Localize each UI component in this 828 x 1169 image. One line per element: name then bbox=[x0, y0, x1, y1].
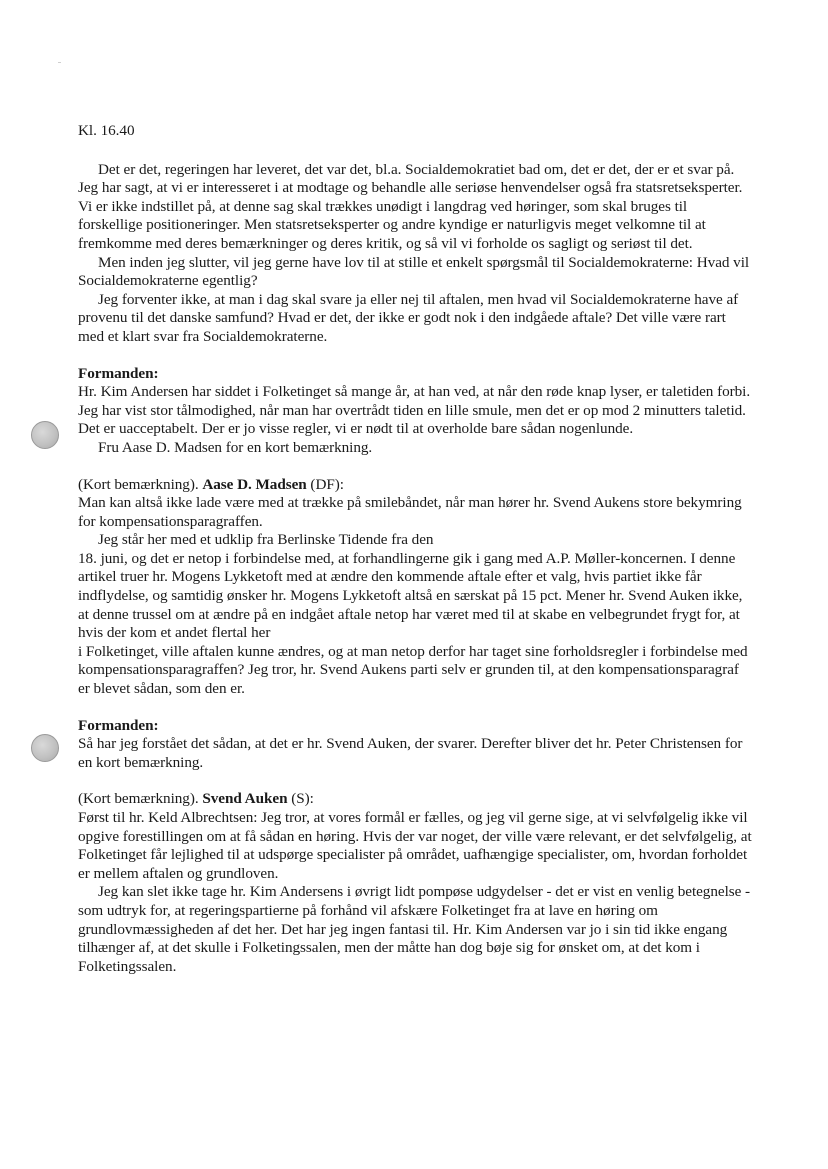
speaker-line bbox=[78, 790, 754, 809]
remark-prefix: (Kort bemærkning). bbox=[78, 790, 203, 808]
section-gap bbox=[78, 458, 754, 476]
paragraph: Jeg forventer ikke, at man i dag skal svare ja eller nej til aftalen, men hvad vil Socialdemokraterne have af provenu til det danske samfund? Hvad er det, der ikke er godt nok i den indgåede aftale? Det ville være rart med et klart svar fra Socialdemokraterne. bbox=[78, 290, 739, 345]
speaker-party: (S): bbox=[287, 790, 314, 808]
paragraph: Hr. Kim Andersen har siddet i Folketinget så mange år, at han ved, at når den røde knap lyser, er taletiden forbi. Jeg har vist stor tålmodighed, når man har overtrådt tiden en lille smule, men det er op mod 2 minutters taletid. Det er uacceptabelt. Der er jo visse regler, vi er nødt til at overholde bare sådan nogenlunde. bbox=[78, 383, 751, 438]
paragraph: Først til hr. Keld Albrechtsen: Jeg tror, at vores formål er fælles, og jeg vil gerne sige, at vi selvfølgelig ikke vil opgive forestillingen om at få sådan en høring. Hvis der var noget, der ville være relevant, er det selvfølgelig, at Folketinget får lejlighed til at udspørge specialister på området, uafhængige specialister, om, hvordan forholdet er mellem aftalen og grundloven. bbox=[78, 809, 752, 882]
punch-hole-top bbox=[31, 421, 59, 449]
speaker-name: Svend Auken bbox=[202, 790, 288, 808]
speaker-heading: Formanden: bbox=[78, 716, 159, 734]
speaker-line bbox=[78, 476, 754, 495]
paragraph: Det er det, regeringen har leveret, det var det, bl.a. Socialdemokratiet bad om, det er det, der er et svar på. Jeg har sagt, at vi er interesseret i at modtage og behandle alle seriøse henvendelser også fra statsretseksperter. Vi er ikke indstillet på, at denne sag skal trækkes unødigt i langdrag ved høringer, som skal bruges til forskellige positioneringer. Men statsretseksperter og andre kyndige er naturligvis meget velkomne til at fremkomme med deres bemærkninger og deres kritik, og så vil vi forholde os sagligt og seriøst til det. bbox=[78, 160, 743, 252]
paragraph: Fru Aase D. Madsen for en kort bemærkning. bbox=[98, 438, 373, 456]
paragraph: Så har jeg forstået det sådan, at det er hr. Svend Auken, der svarer. Derefter bliver det hr. Peter Christensen for en kort bemærkning. bbox=[78, 735, 743, 771]
paragraph: 18. juni, og det er netop i forbindelse med, at forhandlingerne gik i gang med A.P. Møller-koncernen. I denne artikel truer hr. Mogens Lykketoft med at ændre den kommende aftale efter et valg, hvis partiet ikke får indflydelse, og samtidig ønsker hr. Mogens Lykketoft altså en særskat på 15 pct. Mener hr. Svend Auken ikke, at denne trussel om at ændre på en indgået aftale netop har været med til at skabe en velbegrundet frygt for, at hvis der kom et andet flertal her bbox=[78, 549, 743, 642]
remark-prefix: (Kort bemærkning). bbox=[78, 475, 203, 493]
section-gap bbox=[78, 699, 754, 717]
transcript-body bbox=[78, 122, 754, 976]
paragraph: i Folketinget, ville aftalen kunne ændres, og at man netop derfor har taget sine forholdsregler i forbindelse med kompensationsparagraffen? Jeg tror, hr. Svend Aukens parti selv er grunden til, at den kompensationsparagraf er blevet sådan, som den er. bbox=[78, 642, 748, 698]
paragraph: Jeg står her med et udklip fra Berlinske Tidende fra den bbox=[98, 531, 434, 549]
paragraph: Man kan altså ikke lade være med at trække på smilebåndet, når man hører hr. Svend Aukens store bekymring for kompensationsparagraffen. bbox=[78, 494, 742, 530]
punch-hole-bottom bbox=[31, 734, 59, 762]
paragraph: Men inden jeg slutter, vil jeg gerne have lov til at stille et enkelt spørgsmål til Socialdemokraterne: Hvad vil Socialdemokraterne egentlig? bbox=[78, 253, 750, 290]
speaker-party: (DF): bbox=[306, 475, 344, 493]
speaker-name: Aase D. Madsen bbox=[202, 475, 307, 493]
scan-speck bbox=[58, 62, 61, 63]
paragraph: Jeg kan slet ikke tage hr. Kim Andersens i øvrigt lidt pompøse udgydelser - det er vist en venlig betegnelse - som udtryk for, at regeringspartierne på forhånd vil afskære Folketinget fra at lave en høring om grundlovmæssigheden af det her. Det har jeg ingen fantasi til. Hr. Kim Andersen var jo i sin tid ikke engang tilhænger af, at det skulle i Folketingssalen, men der måtte han dog bøje sig for ønsket om, at det kom i Folketingssalen. bbox=[78, 883, 751, 975]
time-stamp: Kl. 16.40 bbox=[78, 122, 135, 139]
section-gap bbox=[78, 772, 754, 790]
speaker-heading: Formanden: bbox=[78, 364, 159, 382]
section-gap bbox=[78, 347, 754, 365]
